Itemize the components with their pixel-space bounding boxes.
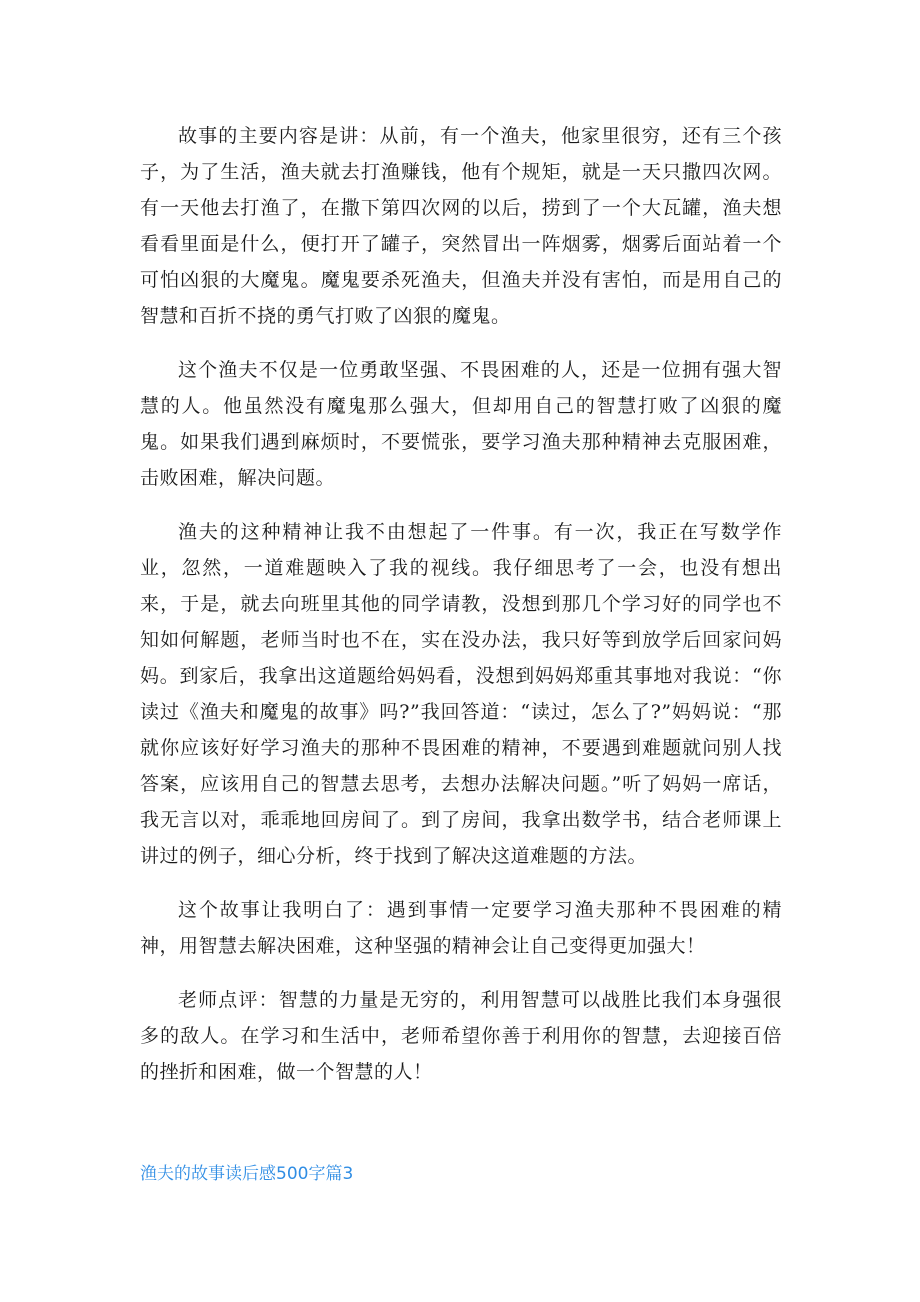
article-body <box>140 118 782 1090</box>
paragraph-lesson: 这个故事让我明白了：遇到事情一定要学习渔夫那种不畏困难的精神，用智慧去解决困难，这种坚强的精神会让自己变得更加强大！ <box>140 899 782 957</box>
paragraph-fisherman-traits: 这个渔夫不仅是一位勇敢坚强、不畏困难的人，还是一位拥有强大智慧的人。他虽然没有魔鬼那么强大，但却用自己的智慧打败了凶狠的魔鬼。如果我们遇到麻烦时，不要慌张，要学习渔夫那种精神去克服困难，击败困难，解决问题。 <box>140 359 782 489</box>
paragraph-personal-story: 渔夫的这种精神让我不由想起了一件事。有一次，我正在写数学作业，忽然，一道难题映入了我的视线。我仔细思考了一会，也没有想出来，于是，就去向班里其他的同学请教，没想到那几个学习好的同学也不知如何解题，老师当时也不在，实在没办法，我只好等到放学后回家问妈妈。到家后，我拿出这道题给妈妈看，没想到妈妈郑重其事地对我说：“你读过《渔夫和魔鬼的故事》吗?”我回答道：“读过，怎么了?”妈妈说：“那就你应该好好学习渔夫的那种不畏困难的精神，不要遇到难题就问别人找答案，应该用自己的智慧去思考，去想办法解决问题。”听了妈妈一席话，我无言以对，乖乖地回房间了。到了房间，我拿出数学书，结合老师课上讲过的例子，细心分析，终于找到了解决这道难题的方法。 <box>140 521 782 867</box>
paragraph-teacher-comment: 老师点评：智慧的力量是无穷的，利用智慧可以战胜比我们本身强很多的敌人。在学习和生活中，老师希望你善于利用你的智慧，去迎接百倍的挫折和困难，做一个智慧的人！ <box>140 989 782 1083</box>
paragraph-story-summary: 故事的主要内容是讲：从前，有一个渔夫，他家里很穷，还有三个孩子，为了生活，渔夫就去打渔赚钱，他有个规矩，就是一天只撒四次网。有一天他去打渔了，在撒下第四次网的以后，捞到了一个大瓦罐，渔夫想看看里面是什么，便打开了罐子，突然冒出一阵烟雾，烟雾后面站着一个可怕凶狠的大魔鬼。魔鬼要杀死渔夫，但渔夫并没有害怕，而是用自己的智慧和百折不挠的勇气打败了凶狠的魔鬼。 <box>140 125 782 327</box>
section-title: 渔夫的故事读后感500字篇3 <box>140 1164 354 1184</box>
